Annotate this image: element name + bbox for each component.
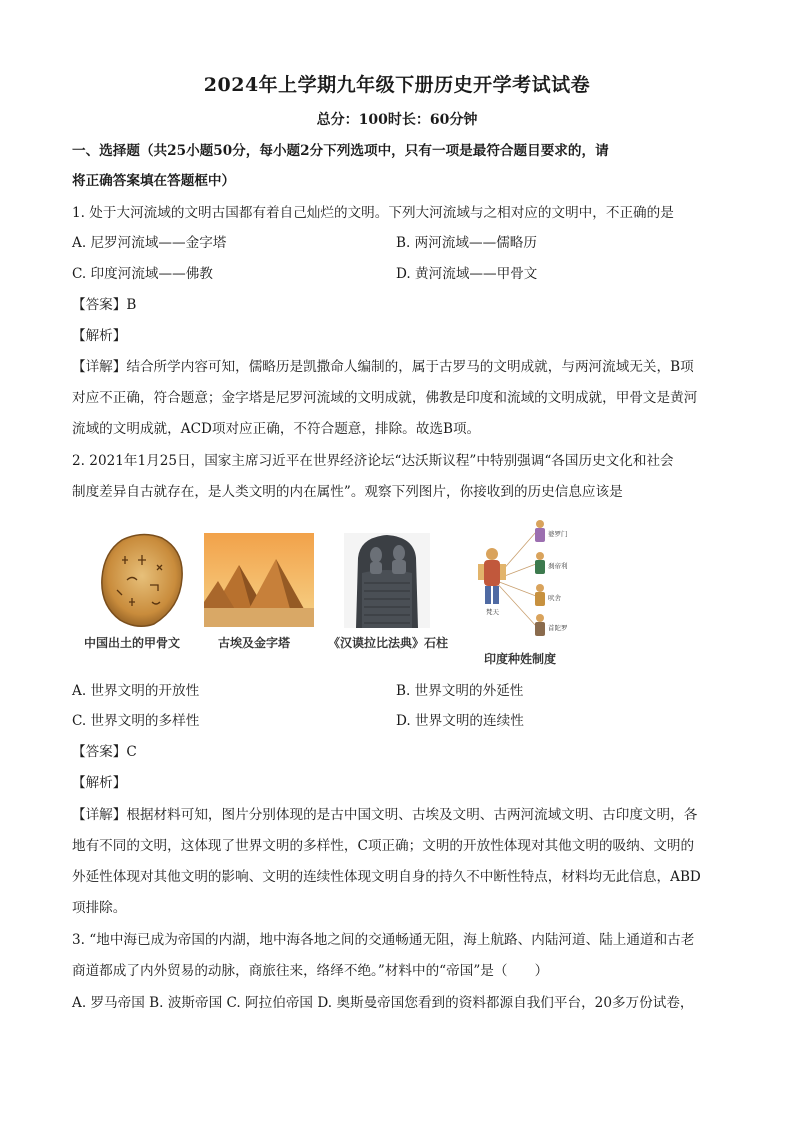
caste-label: 首陀罗 <box>548 624 568 632</box>
q1-detail-line: 【详解】结合所学内容可知，儒略历是凯撒命人编制的，属于古罗马的文明成就，与两河流域无关，B项 <box>72 359 694 375</box>
figure-caption: 中国出土的甲骨文 <box>84 636 181 650</box>
page-subtitle: 总分：100时长：60分钟 <box>316 112 478 128</box>
figure-caption: 印度种姓制度 <box>484 652 557 666</box>
caste-label: 婆罗门 <box>548 530 568 538</box>
figure-caption: 古埃及金字塔 <box>218 636 291 650</box>
q1-detail-line: 对应不正确，符合题意；金字塔是尼罗河流域的文明成就，佛教是印度和流域的文明成就，甲骨文是黄河 <box>72 390 698 406</box>
page-title: 2024年上学期九年级下册历史开学考试试卷 <box>203 74 591 96</box>
q1-analysis: 【解析】 <box>72 328 127 344</box>
q2-option-a: A. 世界文明的开放性 <box>72 683 200 699</box>
oracle-bone-image <box>92 530 192 630</box>
q2-detail-line: 地有不同的文明，这体现了世界文明的多样性，C项正确；文明的开放性体现对其他文明的吸纳、文明的 <box>72 838 695 854</box>
q3-stem: 3. “地中海已成为帝国的内湖，地中海各地之间的交通畅通无阻，海上航路、内陆河道、陆上通道和古老 <box>72 932 695 948</box>
q1-stem: 1. 处于大河流域的文明古国都有着自己灿烂的文明。下列大河流域与之相对应的文明中，不正确的是 <box>72 205 674 221</box>
q2-stem: 2. 2021年1月25日，国家主席习近平在世界经济论坛“达沃斯议程”中特别强调“各国历史文化和社会 <box>72 453 674 469</box>
q2-option-b: B. 世界文明的外延性 <box>396 683 524 699</box>
q2-stem-cont: 制度差异自古就存在，是人类文明的内在属性”。观察下列图片，你接收到的历史信息应该是 <box>72 484 623 500</box>
q1-detail-line: 流域的文明成就，ACD项对应正确，不符合题意，排除。故选B项。 <box>72 421 481 437</box>
q1-answer: 【答案】B <box>72 297 137 313</box>
q2-detail-line: 项排除。 <box>72 900 127 916</box>
q2-detail-line: 外延性体现对其他文明的影响、文明的连续性体现文明自身的持久不中断性特点，材料均无此信息，ABD <box>72 869 701 885</box>
q2-option-c: C. 世界文明的多样性 <box>72 713 200 729</box>
code-of-hammurabi-image <box>344 533 430 628</box>
q3-options: A. 罗马帝国 B. 波斯帝国 C. 阿拉伯帝国 D. 奥斯曼帝国您看到的资料都源自我们平台，20多万份试卷， <box>72 995 694 1011</box>
caste-label: 吠舍 <box>548 594 561 602</box>
q1-option-d: D. 黄河流域——甲骨文 <box>396 266 538 282</box>
caste-label: 刹帝利 <box>548 562 568 570</box>
figure-caption: 《汉谟拉比法典》石柱 <box>328 636 449 650</box>
pyramids-image <box>204 533 314 627</box>
section-heading: 一、选择题（共25小题50分，每小题2分下列选项中，只有一项是最符合题目要求的，请 <box>72 143 609 159</box>
q2-answer: 【答案】C <box>72 744 137 760</box>
caste-label: 梵天 <box>486 608 499 616</box>
caste-system-image <box>464 518 574 648</box>
q2-analysis: 【解析】 <box>72 775 127 791</box>
q1-option-c: C. 印度河流域——佛教 <box>72 266 213 282</box>
q1-option-a: A. 尼罗河流域——金字塔 <box>72 235 227 251</box>
q2-option-d: D. 世界文明的连续性 <box>396 713 524 729</box>
q3-stem-cont: 商道都成了内外贸易的动脉，商旅往来，络绎不绝。”材料中的“帝国”是（ ） <box>72 963 549 979</box>
q2-detail-line: 【详解】根据材料可知，图片分别体现的是古中国文明、古埃及文明、古两河流域文明、古印度文明，各 <box>72 807 698 823</box>
section-heading-cont: 将正确答案填在答题框中） <box>72 173 236 189</box>
q1-option-b: B. 两河流域——儒略历 <box>396 235 537 251</box>
